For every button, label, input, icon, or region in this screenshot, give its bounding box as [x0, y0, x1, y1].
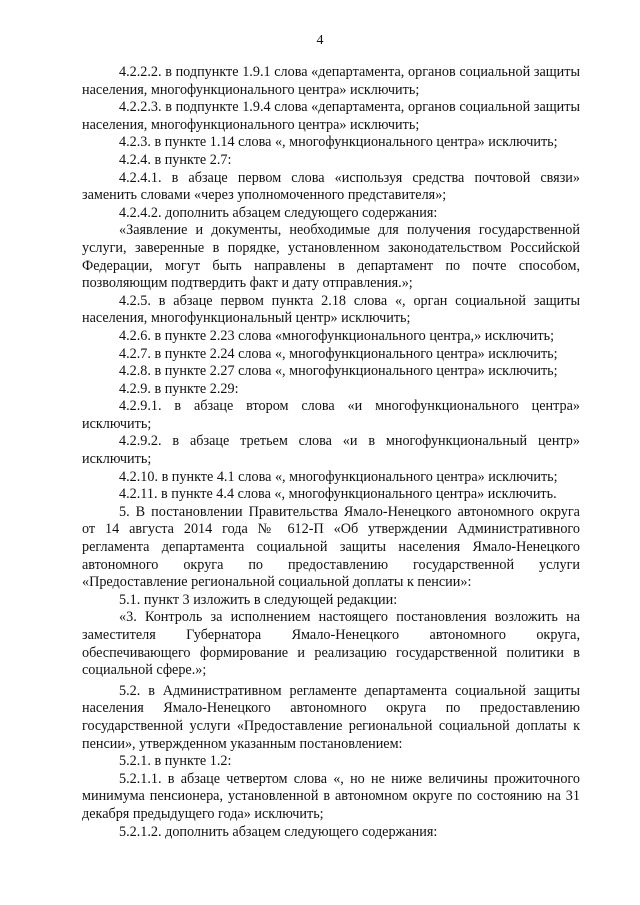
paragraph: 5.2.1.1. в абзаце четвертом слова «, но не ниже величины прожиточного минимума пенсионера, установленной в автономном округе по состоянию на 31 декабря предыдущего года» исключить;: [82, 770, 580, 822]
paragraph: 4.2.11. в пункте 4.4 слова «, многофункционального центра» исключить.: [119, 486, 557, 503]
paragraph: 4.2.4.1. в абзаце первом слова «используя средства почтовой связи» заменить словами «через уполномоченного представителя»;: [82, 169, 580, 204]
paragraph: 4.2.7. в пункте 2.24 слова «, многофункционального центра» исключить;: [119, 345, 558, 362]
paragraph: 5.2.1. в пункте 1.2:: [119, 753, 232, 770]
paragraph: «Заявление и документы, необходимые для получения государственной услуги, заверенные в порядке, установленном законодательством Российской Федерации, могут быть направлены в департамент по почте способом, позволяющим подтвердить факт и дату отправления.»;: [82, 222, 580, 292]
paragraph: 4.2.6. в пункте 2.23 слова «многофункционального центра,» исключить;: [119, 327, 555, 344]
paragraph: 4.2.8. в пункте 2.27 слова «, многофункционального центра» исключить;: [119, 363, 558, 380]
paragraph: 4.2.5. в абзаце первом пункта 2.18 слова «, орган социальной защиты населения, многофункциональный центр» исключить;: [82, 292, 580, 327]
paragraph: 4.2.9.2. в абзаце третьем слова «и в многофункциональный центр» исключить;: [82, 433, 580, 468]
paragraph: 4.2.2.2. в подпункте 1.9.1 слова «департамента, органов социальной защиты населения, многофункционального центра» исключить;: [82, 64, 580, 98]
paragraph: 4.2.9. в пункте 2.29:: [119, 380, 239, 397]
paragraph: 4.2.4.2. дополнить абзацем следующего содержания:: [119, 204, 438, 221]
page-number: 4: [316, 33, 324, 48]
paragraph: 4.2.9.1. в абзаце втором слова «и многофункционального центра» исключить;: [82, 398, 580, 432]
paragraph: 5.1. пункт 3 изложить в следующей редакции:: [119, 591, 398, 608]
paragraph: «3. Контроль за исполнением настоящего постановления возложить на заместителя Губернатора Ямало-Ненецкого автономного округа, обеспечивающего формирование и реализацию государственной политики в социальной сфере.»;: [82, 609, 580, 679]
paragraph: 5. В постановлении Правительства Ямало-Ненецкого автономного округа от 14 августа 2014 года № 612-П «Об утверждении Административного регламента департамента социальной защиты населения Ямало-Ненецкого автономного округа по предоставлению государственной услуги «Предоставление региональной социальной доплаты к пенсии»:: [82, 503, 580, 591]
paragraph: 5.2. в Административном регламенте департамента социальной защиты населения Ямало-Ненецкого автономного округа по предоставлению государственной услуги «Предоставление региональной социальной доплаты к пенсии», утвержденном указанным постановлением:: [82, 682, 580, 752]
paragraph: 4.2.4. в пункте 2.7:: [119, 151, 232, 168]
paragraph: 4.2.3. в пункте 1.14 слова «, многофункционального центра» исключить;: [119, 134, 558, 151]
paragraph: 4.2.2.3. в подпункте 1.9.4 слова «департамента, органов социальной защиты населения, многофункционального центра» исключить;: [82, 99, 580, 133]
document-body: [82, 64, 580, 841]
paragraph: 5.2.1.2. дополнить абзацем следующего содержания:: [119, 823, 438, 840]
paragraph: 4.2.10. в пункте 4.1 слова «, многофункционального центра» исключить;: [119, 468, 558, 485]
